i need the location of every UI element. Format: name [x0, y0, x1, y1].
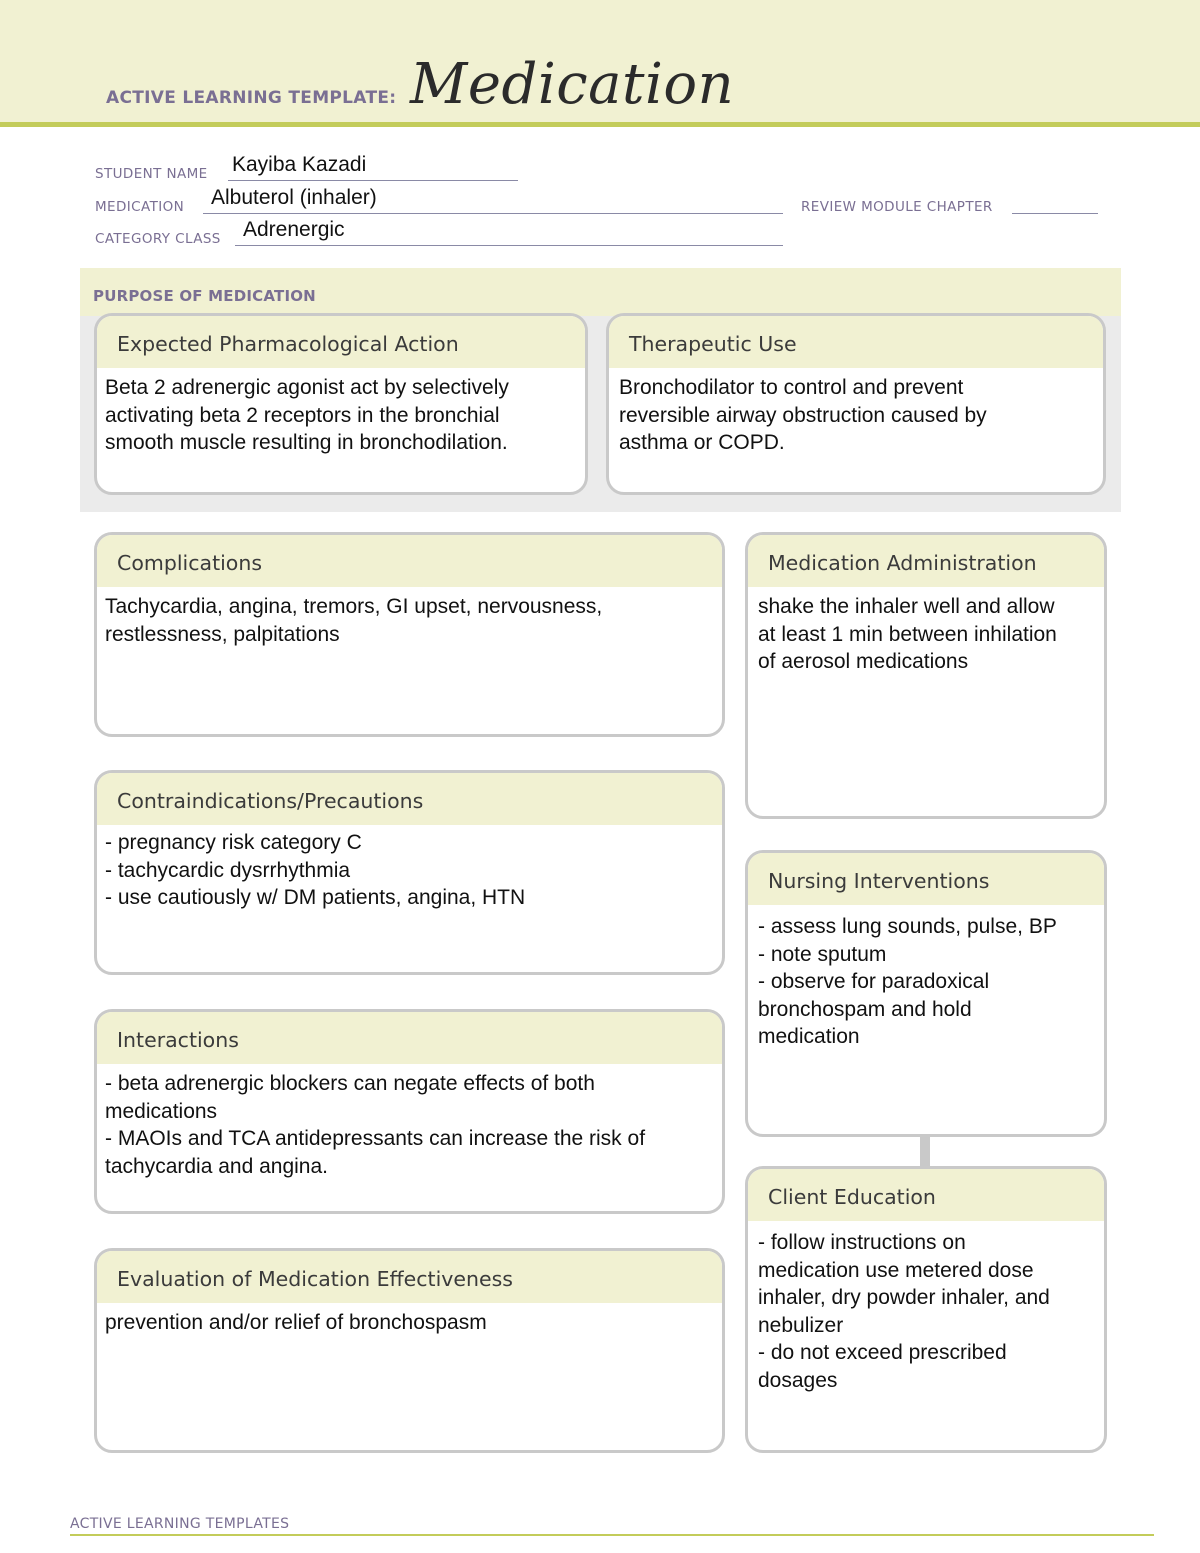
text-line: of aerosol medications	[758, 650, 969, 673]
therapeutic-use-title: Therapeutic Use	[609, 316, 1103, 368]
text-line: - observe for paradoxical	[758, 970, 990, 993]
text-line: - follow instructions on	[758, 1231, 966, 1254]
therapeutic-use-text[interactable]	[609, 368, 1103, 457]
purpose-label: PURPOSE OF MEDICATION	[93, 287, 316, 305]
medication-field[interactable]: Albuterol (inhaler)	[211, 186, 377, 209]
evaluation-title: Evaluation of Medication Effectiveness	[97, 1251, 722, 1303]
medication-line	[203, 213, 783, 214]
evaluation-text[interactable]	[97, 1303, 722, 1337]
expected-action-text[interactable]	[97, 368, 585, 457]
text-line: bronchospam and hold	[758, 997, 972, 1021]
template-label: ACTIVE LEARNING TEMPLATE:	[106, 88, 397, 108]
page-title: Medication	[410, 52, 735, 117]
connector-bar	[920, 1135, 930, 1167]
text-line: tachycardia and angina.	[105, 1154, 328, 1178]
contraindications-box	[94, 770, 725, 975]
text-line: - MAOIs and TCA antidepressants can increase the risk of	[105, 1127, 646, 1150]
administration-box	[745, 532, 1107, 819]
contraindications-title: Contraindications/Precautions	[97, 773, 722, 825]
text-line: restlessness, palpitations	[105, 622, 340, 646]
interactions-box	[94, 1009, 725, 1214]
education-text[interactable]	[748, 1221, 1104, 1394]
text-line: - assess lung sounds, pulse, BP	[758, 915, 1057, 938]
text-line: dosages	[758, 1368, 838, 1392]
review-module-label: REVIEW MODULE CHAPTER	[801, 199, 993, 215]
complications-text[interactable]	[97, 587, 722, 648]
text-line: Bronchodilator to control and prevent	[619, 376, 964, 399]
text-line: asthma or COPD.	[619, 431, 785, 454]
text-line: shake the inhaler well and allow	[758, 595, 1055, 618]
text-line: - use cautiously w/ DM patients, angina, HTN	[105, 886, 526, 909]
complications-box	[94, 532, 725, 737]
review-module-line	[1012, 213, 1098, 214]
complications-title: Complications	[97, 535, 722, 587]
evaluation-box	[94, 1248, 725, 1453]
text-line: reversible airway obstruction caused by	[619, 403, 987, 427]
text-line: prevention and/or relief of bronchospasm	[105, 1311, 487, 1334]
text-line: activating beta 2 receptors in the bronchial	[105, 403, 500, 427]
category-class-line	[235, 245, 783, 246]
header-rule	[0, 122, 1200, 127]
nursing-title: Nursing Interventions	[748, 853, 1104, 905]
nursing-box	[745, 850, 1107, 1137]
footer-rule	[70, 1534, 1154, 1536]
text-line: Beta 2 adrenergic agonist act by selectively	[105, 376, 509, 399]
footer-label: ACTIVE LEARNING TEMPLATES	[70, 1516, 290, 1532]
nursing-text[interactable]	[748, 905, 1104, 1051]
student-name-line	[228, 180, 518, 181]
student-name-label: STUDENT NAME	[95, 166, 208, 182]
administration-title: Medication Administration	[748, 535, 1104, 587]
text-line: - tachycardic dysrrhythmia	[105, 858, 351, 882]
expected-action-title: Expected Pharmacological Action	[97, 316, 585, 368]
text-line: medication	[758, 1025, 860, 1048]
text-line: - pregnancy risk category C	[105, 831, 362, 854]
text-line: medications	[105, 1099, 218, 1123]
student-name-field[interactable]: Kayiba Kazadi	[232, 153, 367, 176]
text-line: - beta adrenergic blockers can negate effects of both	[105, 1072, 595, 1095]
education-box	[745, 1166, 1107, 1453]
text-line: medication use metered dose	[758, 1258, 1034, 1282]
education-title: Client Education	[748, 1169, 1104, 1221]
interactions-text[interactable]	[97, 1064, 722, 1180]
contraindications-text[interactable]	[97, 825, 722, 912]
administration-text[interactable]	[748, 587, 1104, 676]
interactions-title: Interactions	[97, 1012, 722, 1064]
text-line: nebulizer	[758, 1313, 844, 1337]
text-line: - do not exceed prescribed	[758, 1341, 1007, 1364]
category-class-field[interactable]: Adrenergic	[243, 218, 345, 241]
text-line: Tachycardia, angina, tremors, GI upset, nervousness,	[105, 595, 603, 618]
text-line: inhaler, dry powder inhaler, and	[758, 1286, 1050, 1309]
category-class-label: CATEGORY CLASS	[95, 231, 221, 247]
expected-action-box	[94, 313, 588, 495]
text-line: at least 1 min between inhilation	[758, 622, 1057, 646]
medication-label: MEDICATION	[95, 199, 185, 215]
text-line: - note sputum	[758, 942, 887, 966]
text-line: smooth muscle resulting in bronchodilation.	[105, 431, 508, 454]
therapeutic-use-box	[606, 313, 1106, 495]
